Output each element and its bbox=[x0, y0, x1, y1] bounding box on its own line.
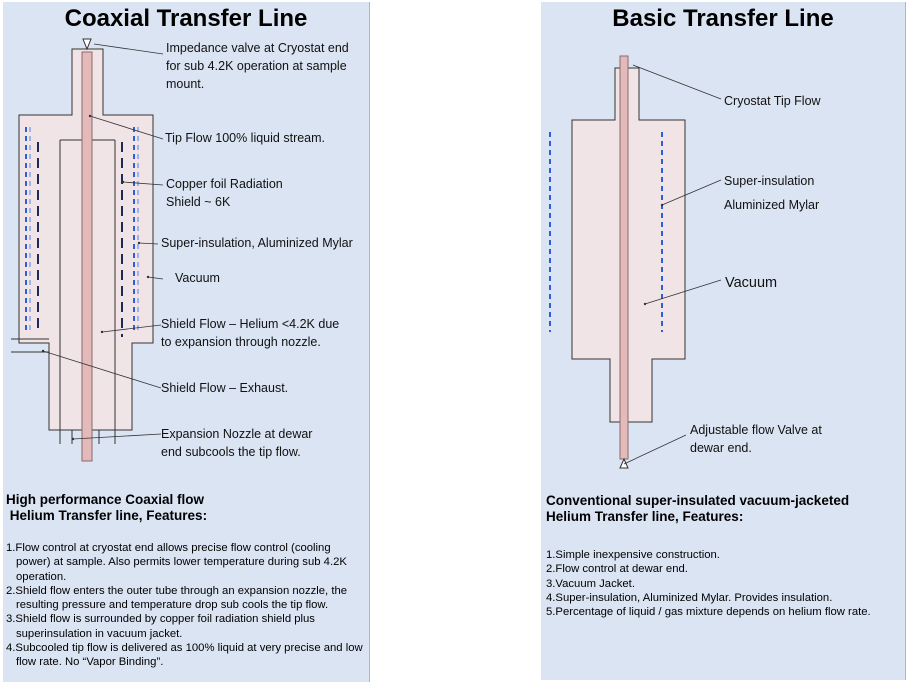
tip-flow-tube bbox=[620, 56, 628, 459]
label-vacuum: Vacuum bbox=[725, 275, 778, 291]
label-valve: Adjustable flow Valve at bbox=[690, 423, 822, 437]
basic-features-list bbox=[546, 548, 898, 619]
coaxial-title: Coaxial Transfer Line bbox=[64, 5, 308, 32]
basic-features-title: Conventional super-insulated vacuum-jacketed Helium Transfer line, Features: bbox=[546, 493, 850, 524]
coaxial-panel bbox=[3, 2, 370, 682]
label-impedance-valve-3: mount. bbox=[166, 77, 205, 91]
basic-panel bbox=[541, 2, 906, 680]
label-nozzle: Expansion Nozzle at dewar bbox=[161, 427, 313, 441]
list-item: 3.Vacuum Jacket. bbox=[546, 577, 635, 590]
list-item: 3.Shield flow is surrounded by copper foil radiation shield plus superinsulation in vacuum jacket. bbox=[6, 613, 315, 640]
label-shield-exhaust: Shield Flow – Exhaust. bbox=[161, 381, 289, 395]
label-copper-shield: Copper foil Radiation bbox=[166, 177, 283, 191]
list-item: 1.Simple inexpensive construction. bbox=[546, 549, 720, 561]
label-shield-flow-2: to expansion through nozzle. bbox=[161, 335, 321, 349]
coaxial-features-title: High performance Coaxial flow Helium Transfer line, Features: bbox=[6, 492, 208, 523]
label-shield-flow: Shield Flow – Helium <4.2K due bbox=[161, 317, 340, 331]
basic-title: Basic Transfer Line bbox=[612, 5, 834, 32]
label-super-insulation: Super-insulation bbox=[724, 174, 815, 188]
label-tip-flow: Tip Flow 100% liquid stream. bbox=[165, 131, 326, 145]
flow-valve-icon bbox=[620, 459, 628, 468]
label-impedance-valve-2: for sub 4.2K operation at sample bbox=[166, 59, 347, 73]
label-super-insulation: Super-insulation, Aluminized Mylar bbox=[161, 236, 353, 250]
list-item: 5.Percentage of liquid / gas mixture depends on helium flow rate. bbox=[546, 606, 871, 619]
label-impedance-valve: Impedance valve at Cryostat end bbox=[166, 41, 349, 55]
label-valve-2: dewar end. bbox=[690, 441, 752, 455]
list-item: 4.Subcooled tip flow is delivered as 100% liquid at very precise and low flow rate. No “Vapor Binding”. bbox=[6, 642, 363, 669]
label-mylar: Aluminized Mylar bbox=[724, 198, 820, 212]
list-item: 1.Flow control at cryostat end allows precise flow control (cooling power) at sample. Also permits lower temperature during sub 4.2K operation. bbox=[6, 542, 347, 583]
list-item: 2.Shield flow enters the outer tube through an expansion nozzle, the resulting pressure and temperature drop sub cools the tip flow. bbox=[6, 584, 348, 612]
tip-flow-tube bbox=[82, 52, 92, 461]
list-item: 4.Super-insulation, Aluminized Mylar. Provides insulation. bbox=[546, 591, 833, 604]
coaxial-features-list bbox=[6, 541, 366, 670]
label-vacuum: Vacuum bbox=[175, 271, 220, 285]
impedance-valve-icon bbox=[83, 39, 91, 49]
list-item: 2.Flow control at dewar end. bbox=[546, 563, 688, 576]
label-copper-shield-2: Shield ~ 6K bbox=[166, 195, 231, 209]
label-nozzle-2: end subcools the tip flow. bbox=[161, 445, 301, 459]
label-cryostat-tip: Cryostat Tip Flow bbox=[724, 94, 821, 108]
